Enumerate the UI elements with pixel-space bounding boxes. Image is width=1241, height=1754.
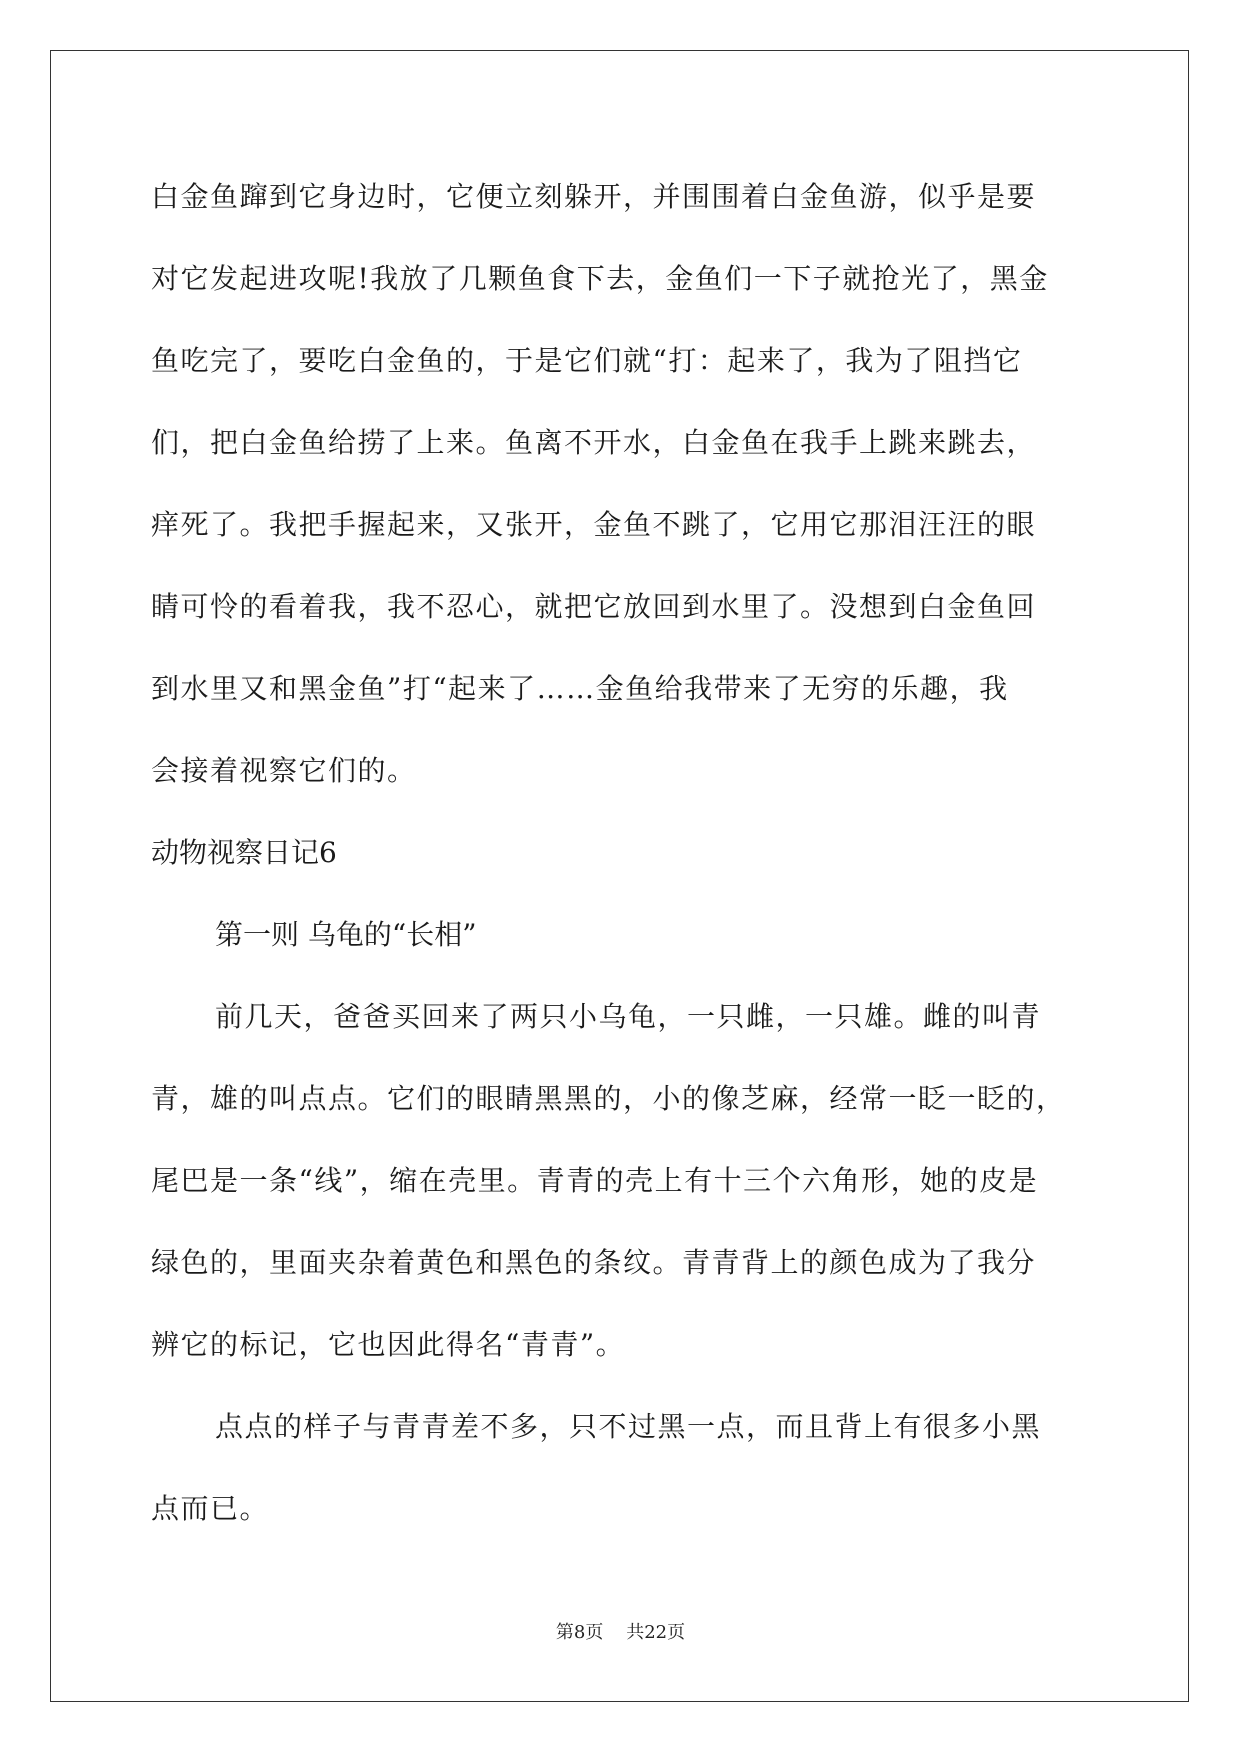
- subsection-title: 第一则 乌龟的“长相”: [215, 918, 477, 951]
- text-line: 尾巴是一条“线”，缩在壳里。青青的壳上有十三个六角形，她的皮是: [151, 1164, 1039, 1197]
- text-line: 睛可怜的看着我，我不忍心，就把它放回到水里了。没想到白金鱼回: [151, 590, 1037, 623]
- document-body: [151, 156, 1091, 1550]
- text-line: 绿色的，里面夹杂着黄色和黑色的条纹。青青背上的颜色成为了我分: [151, 1246, 1037, 1279]
- page-footer: [0, 1618, 1241, 1644]
- text-line: 辨它的标记，它也因此得名“青青”。: [151, 1328, 626, 1361]
- text-line: 们，把白金鱼给捞了上来。鱼离不开水，白金鱼在我手上跳来跳去，: [151, 426, 1037, 459]
- text-line: 点点的样子与青青差不多，只不过黑一点，而且背上有很多小黑: [215, 1410, 1042, 1443]
- text-line: 对它发起进攻呢!我放了几颗鱼食下去，金鱼们一下子就抢光了，黑金: [151, 262, 1049, 295]
- section-title: 动物视察日记6: [151, 836, 337, 869]
- page-number-label: 第8页 共22页: [555, 1622, 686, 1643]
- text-line: 痒死了。我把手握起来，又张开，金鱼不跳了，它用它那泪汪汪的眼: [151, 508, 1037, 541]
- text-line: 白金鱼蹿到它身边时，它便立刻躲开，并围围着白金鱼游，似乎是要: [151, 180, 1037, 213]
- text-line: 鱼吃完了，要吃白金鱼的，于是它们就“打：起来了，我为了阻挡它: [151, 344, 1023, 377]
- text-line: 会接着视察它们的。: [151, 754, 417, 787]
- text-line: 青，雄的叫点点。它们的眼睛黑黑的，小的像芝麻，经常一眨一眨的，: [151, 1082, 1066, 1115]
- text-line: 前几天，爸爸买回来了两只小乌龟，一只雌，一只雄。雌的叫青: [215, 1000, 1042, 1033]
- text-line: 点而已。: [151, 1492, 270, 1525]
- text-line: 到水里又和黑金鱼”打“起来了……金鱼给我带来了无穷的乐趣，我: [151, 672, 1009, 705]
